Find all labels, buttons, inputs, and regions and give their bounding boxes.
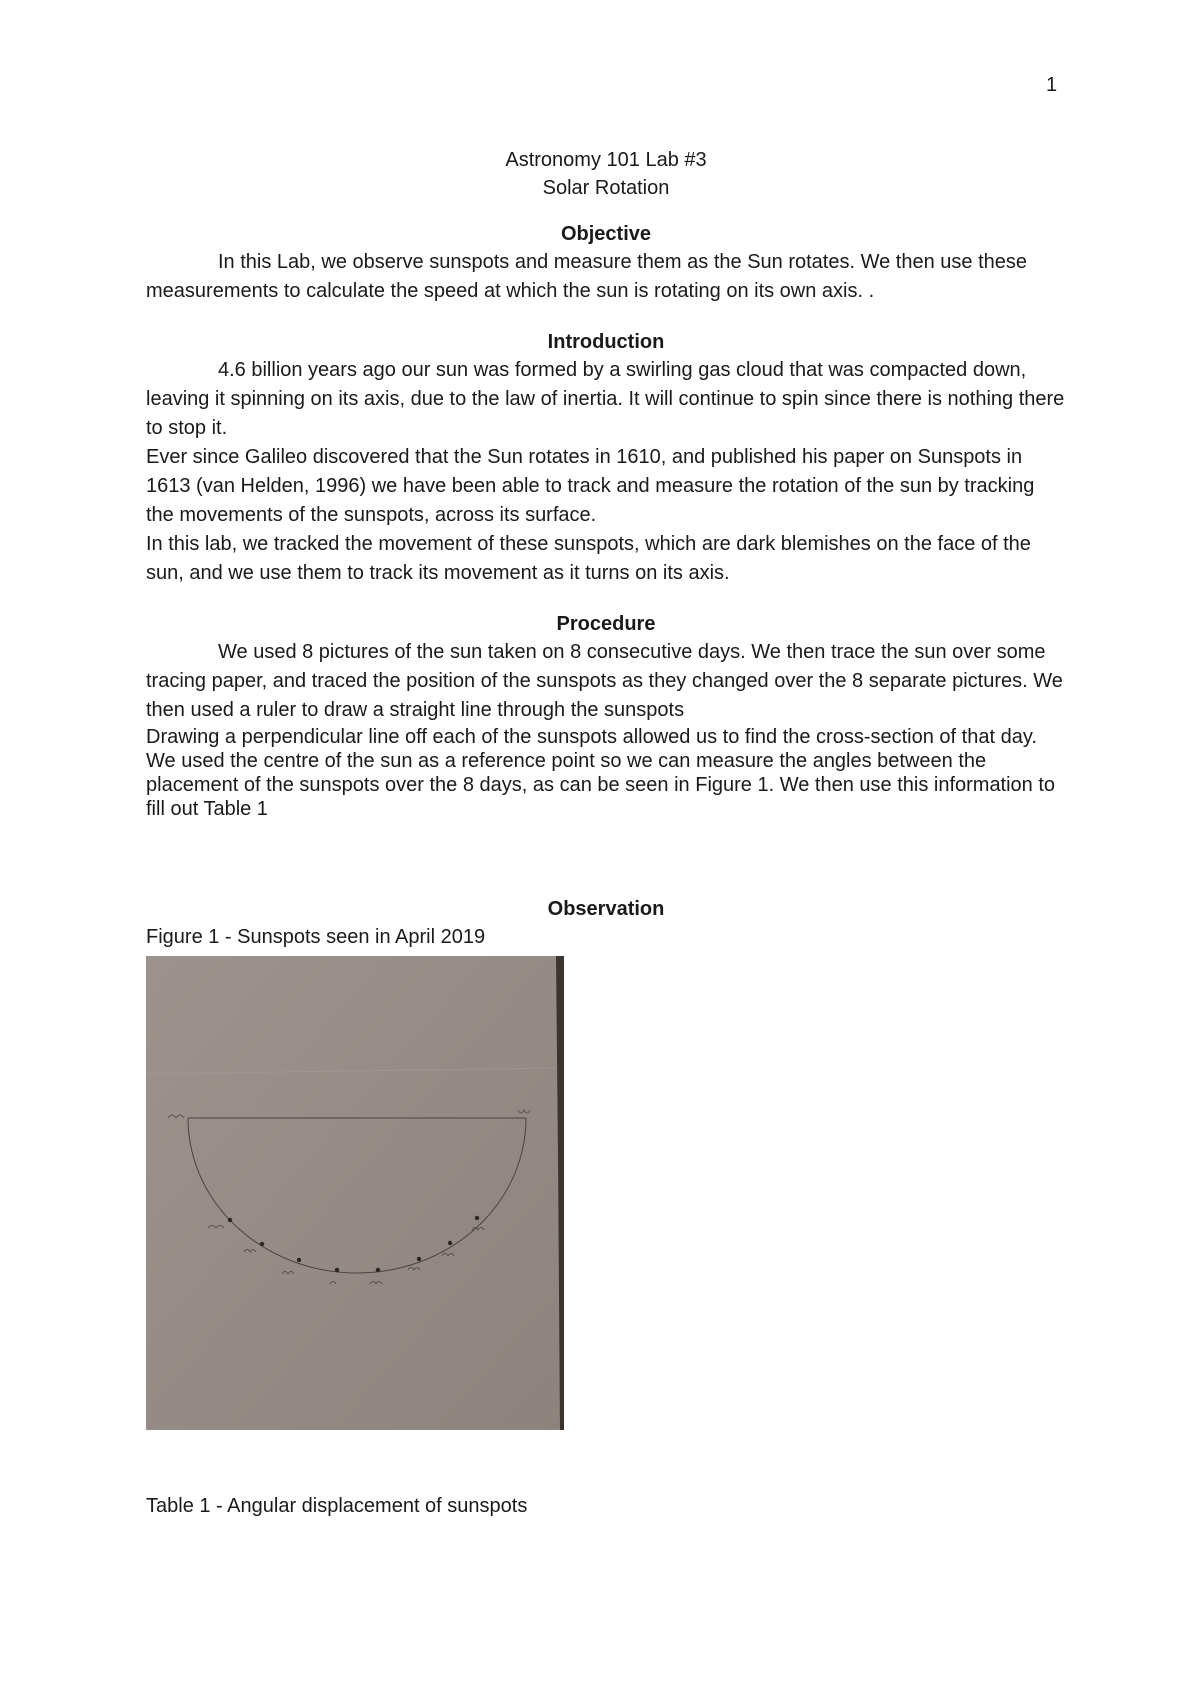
sunspot-dot xyxy=(448,1241,452,1245)
sunspot-dot xyxy=(475,1216,479,1220)
table-caption: Table 1 - Angular displacement of sunspots xyxy=(146,1495,528,1517)
procedure-paragraph-1: We used 8 pictures of the sun taken on 8 consecutive days. We then trace the sun over some tracing paper, and traced the position of the sunspots as they changed over the 8 separate pictures. We then used a ruler to draw a straight line through the sunspots xyxy=(146,641,1063,721)
objective-heading: Objective xyxy=(560,223,652,245)
observation-heading: Observation xyxy=(547,898,665,920)
introduction-paragraph-3: In this lab, we tracked the movement of these sunspots, which are dark blemishes on the face of the sun, and we use them to track its movement as it turns on its axis. xyxy=(146,533,1031,584)
introduction-paragraph-2: Ever since Galileo discovered that the Sun rotates in 1610, and published his paper on Sunspots in 1613 (van Helden, 1996) we have been able to track and measure the rotation of the sun by tracking the movements of the sunspots, across its surface. xyxy=(146,446,1035,526)
procedure-heading: Procedure xyxy=(556,613,656,635)
document-title: Astronomy 101 Lab #3 xyxy=(505,149,707,171)
document-subtitle: Solar Rotation xyxy=(542,177,670,199)
sunspot-dot xyxy=(376,1268,380,1272)
page-number: 1 xyxy=(1046,74,1058,96)
section-spacer xyxy=(146,821,1066,877)
section-spacer xyxy=(146,1430,1066,1492)
introduction-heading: Introduction xyxy=(547,331,665,353)
sunspot-dot xyxy=(228,1218,232,1222)
sunspot-dot xyxy=(417,1257,421,1261)
figure-caption: Figure 1 - Sunspots seen in April 2019 xyxy=(146,926,486,948)
document-body xyxy=(146,146,1066,1521)
procedure-paragraph-2: Drawing a perpendicular line off each of the sunspots allowed us to find the cross-section of that day. xyxy=(146,726,1037,748)
sunspot-dot xyxy=(335,1268,339,1272)
sunspot-tracing-photo xyxy=(146,956,564,1430)
sunspot-dot xyxy=(260,1242,264,1246)
procedure-paragraph-3: We used the centre of the sun as a reference point so we can measure the angles between the placement of the sunspots over the 8 days, as can be seen in Figure 1. We then use this information to fill out Table 1 xyxy=(146,750,1056,820)
objective-text: In this Lab, we observe sunspots and measure them as the Sun rotates. We then use these measurements to calculate the speed at which the sun is rotating on its own axis. . xyxy=(146,251,1027,302)
sunspot-dot xyxy=(297,1258,301,1262)
introduction-paragraph-1: 4.6 billion years ago our sun was formed by a swirling gas cloud that was compacted down, leaving it spinning on its axis, due to the law of inertia. It will continue to spin since there is nothing there to stop it. xyxy=(146,359,1065,439)
